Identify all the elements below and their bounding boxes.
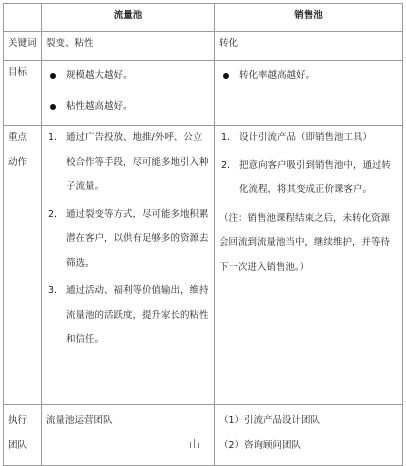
keywords-label: 关键词 [4,32,42,61]
item-number: 2. [48,208,58,220]
item-number: 1. [221,132,231,143]
goal-label: 目标 [4,61,42,126]
keywords-sales: 转化 [215,32,403,61]
item-text: 通过活动、福利等价值输出，维持流量池的活跃度，提升家长的粘性和信任。 [66,285,209,345]
item-number: 2. [221,159,231,171]
header-sales-pool: 销售池 [215,4,403,32]
action-row [4,126,403,405]
list-item [46,95,210,120]
header-traffic-pool: 流量池 [42,4,215,32]
goal-traffic-item: 粘性越高越好。 [66,100,133,112]
list-item [219,154,398,203]
goal-row [4,61,403,126]
list-item [46,64,210,89]
action-label-cell [4,126,42,405]
team-sales-item: （1）引流产品设计团队 [219,415,321,426]
team-label-line1: 执行 [8,415,28,426]
goal-sales-cell [215,61,403,126]
item-number: 1. [48,132,58,143]
page-edge-marks [178,438,218,448]
team-label-line2: 团队 [8,439,28,451]
bullet-icon [50,104,56,110]
keywords-traffic: 裂变、粘性 [42,32,215,61]
team-traffic-cell [42,405,215,466]
bullet-icon [223,73,229,79]
keywords-row [4,32,403,61]
item-text: 通过裂变等方式，尽可能多地积累潜在客户，以供有足够多的资源去筛选。 [66,208,209,269]
goal-traffic-cell [42,61,215,126]
action-sales-cell [215,126,403,405]
comparison-table [3,3,403,466]
item-text: 设计引流产品（即销售池工具） [239,132,373,143]
team-label-cell [4,405,42,466]
goal-traffic-item: 规模越大越好。 [66,70,133,81]
item-number: 3. [48,285,58,296]
bullet-icon [50,73,56,79]
team-row [4,405,403,466]
team-traffic: 流量池运营团队 [46,415,113,426]
action-label-line2: 动作 [8,156,28,168]
action-traffic-cell [42,126,215,405]
action-label-line1: 重点 [8,132,28,143]
team-sales-cell [215,405,403,466]
header-row [4,4,403,32]
list-item [46,126,210,200]
item-text: 通过广告投放、地推/外呼、公立校合作等手段，尽可能多地引入种子流量。 [66,132,209,192]
header-corner-cell [4,4,42,32]
team-sales-item: （2）咨询顾问团队 [219,439,302,451]
item-text: 把意向客户吸引到销售池中，通过转化流程，将其变成正价课客户。 [239,159,392,195]
list-item [46,279,210,353]
list-item [46,203,210,277]
list-item [219,64,398,89]
sales-note: （注：销售池课程结束之后，未转化资源会回流到流量池当中，继续维护，并等待下一次进入销售池。） [219,212,391,273]
list-item [219,126,398,151]
goal-sales-item: 转化率越高越好。 [239,70,316,81]
